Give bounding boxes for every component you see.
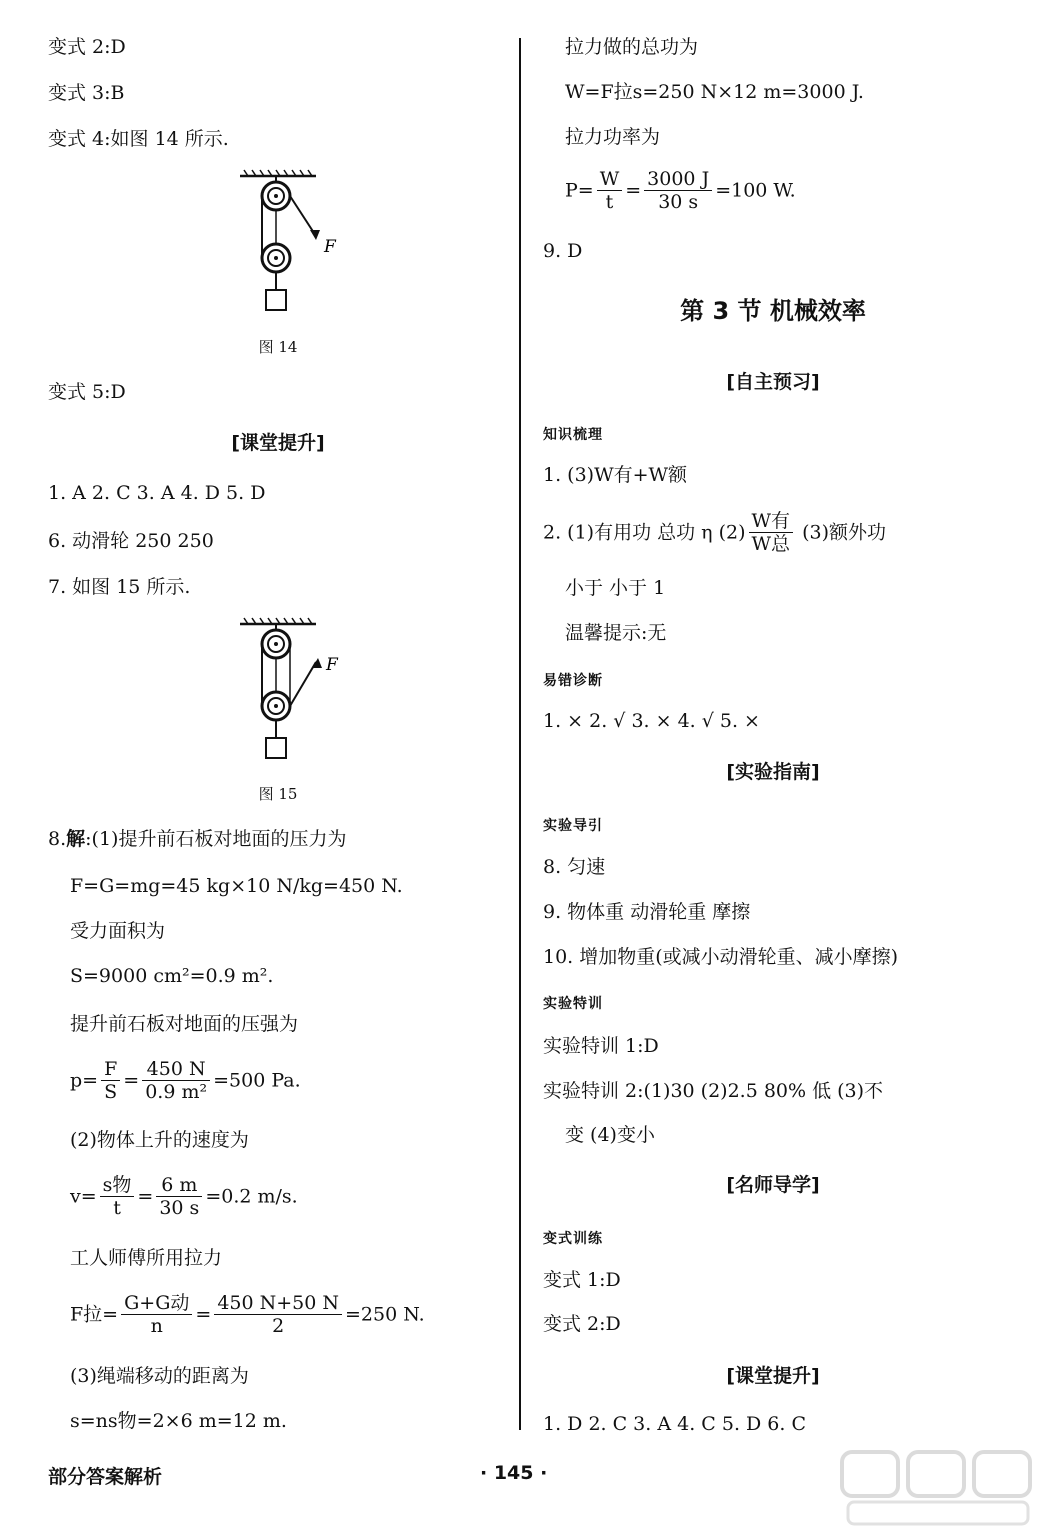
fraction: [142, 1058, 210, 1103]
answer-line: 8. 匀速: [543, 856, 606, 878]
fraction: [597, 168, 623, 213]
numerator: W: [597, 168, 623, 191]
watermark-logo: [838, 1446, 1048, 1530]
fraction: [100, 1174, 135, 1219]
efficiency-fraction: [749, 510, 794, 555]
answer-line: 变 (4)变小: [565, 1124, 655, 1146]
denominator: 30 s: [159, 1197, 200, 1219]
answer-line: 10. 增加物重(或减小动滑轮重、减小摩擦): [543, 946, 899, 968]
solution-line: [48, 826, 346, 852]
question-number: 8.: [48, 828, 67, 850]
answer-line: 9. D: [543, 240, 583, 262]
solution-label: 解: [66, 828, 86, 850]
subsection-heading: 实验特训: [543, 996, 603, 1012]
text-line: 拉力做的总功为: [565, 36, 699, 58]
denominator: 0.9 m²: [145, 1081, 208, 1103]
page-number: · 145 ·: [480, 1462, 548, 1484]
eq-part: =: [137, 1185, 154, 1208]
answer-line: 小于 小于 1: [565, 577, 666, 599]
equation-line: S=9000 cm²=0.9 m².: [70, 965, 274, 987]
column-divider: [519, 38, 521, 1430]
answer-line: 实验特训 2:(1)30 (2)2.5 80% 低 (3)不: [543, 1080, 884, 1102]
denominator: 2: [272, 1315, 285, 1337]
answer-line: 7. 如图 15 所示.: [48, 576, 191, 598]
force-equation: [48, 1292, 425, 1337]
denominator: t: [113, 1197, 121, 1219]
numerator: s物: [100, 1174, 135, 1197]
denominator: n: [150, 1315, 163, 1337]
eq-part: =100 W.: [715, 179, 796, 202]
eq-part: =: [123, 1069, 140, 1092]
figure-caption: 图 15: [258, 785, 298, 803]
power-equation: [543, 168, 796, 213]
answer-line: 6. 动滑轮 250 250: [48, 530, 214, 552]
text-line: 变式 2:D: [48, 36, 126, 58]
section-heading: [课堂提升]: [231, 432, 325, 454]
section-heading: [自主预习]: [726, 371, 820, 393]
pressure-equation: [48, 1058, 301, 1103]
answer-line: 1. (3)W有+W额: [543, 464, 688, 486]
text-line: 工人师傅所用拉力: [70, 1247, 223, 1269]
equation-line: W=F拉s=250 N×12 m=3000 J.: [565, 81, 864, 103]
fraction: [121, 1292, 192, 1337]
eq-part: =500 Pa.: [213, 1069, 301, 1092]
subsection-heading: 易错诊断: [543, 673, 603, 689]
solution-text: :(1)提升前石板对地面的压力为: [85, 828, 347, 850]
text-line: 变式 5:D: [48, 381, 126, 403]
numerator: 450 N: [142, 1058, 210, 1081]
equation-line: s=ns物=2×6 m=12 m.: [70, 1410, 287, 1432]
section-heading: [实验指南]: [726, 761, 820, 783]
text-line: 变式 3:B: [48, 82, 125, 104]
text-line: 提升前石板对地面的压强为: [70, 1013, 299, 1035]
answer-text: 2. (1)有用功 总功 η (2): [543, 521, 746, 544]
eq-part: p=: [70, 1069, 99, 1092]
speed-equation: [48, 1174, 298, 1219]
text-line: (2)物体上升的速度为: [70, 1129, 249, 1151]
footer-title: 部分答案解析: [48, 1466, 163, 1488]
tip-line: 温馨提示:无: [565, 622, 667, 644]
subsection-heading: 实验导引: [543, 818, 603, 834]
numerator: 450 N+50 N: [214, 1292, 342, 1315]
answer-line: 1. D 2. C 3. A 4. C 5. D 6. C: [543, 1413, 807, 1435]
eq-part: P=: [565, 179, 594, 202]
section-heading: [课堂提升]: [726, 1365, 820, 1387]
force-label: F: [324, 237, 336, 257]
answer-line: 实验特训 1:D: [543, 1035, 659, 1057]
denominator: 30 s: [658, 191, 699, 213]
subsection-heading: 知识梳理: [543, 427, 603, 443]
pulley-figure-15: [236, 616, 356, 776]
text-line: 受力面积为: [70, 920, 166, 942]
pulley-figure-14: [236, 168, 356, 328]
eq-part: =: [625, 179, 642, 202]
fraction: [214, 1292, 342, 1337]
section-heading: [名师导学]: [726, 1174, 820, 1196]
numerator: G+G动: [121, 1292, 192, 1315]
eq-part: =250 N.: [345, 1303, 425, 1326]
subsection-heading: 变式训练: [543, 1231, 603, 1247]
text-line: (3)绳端移动的距离为: [70, 1365, 249, 1387]
eq-part: =: [195, 1303, 212, 1326]
answer-line: 1. × 2. √ 3. × 4. √ 5. ×: [543, 710, 760, 732]
eq-part: =0.2 m/s.: [205, 1185, 298, 1208]
answer-line: 1. A 2. C 3. A 4. D 5. D: [48, 482, 266, 504]
text-line: 拉力功率为: [565, 126, 661, 148]
answer-line: [543, 510, 886, 555]
denominator: t: [605, 191, 614, 213]
fraction: [644, 168, 712, 213]
answer-line: 变式 1:D: [543, 1269, 621, 1291]
force-label: F: [326, 655, 338, 675]
eq-part: v=: [70, 1185, 97, 1208]
numerator: F: [101, 1058, 120, 1081]
section-title: 第 3 节 机械效率: [680, 297, 866, 325]
equation-line: F=G=mg=45 kg×10 N/kg=450 N.: [70, 875, 403, 897]
fraction: [101, 1058, 120, 1103]
denominator: W总: [751, 533, 791, 555]
text-line: 变式 4:如图 14 所示.: [48, 128, 229, 150]
numerator: 6 m: [156, 1174, 202, 1197]
answer-text: (3)额外功: [796, 521, 886, 544]
fraction: [156, 1174, 202, 1219]
numerator: 3000 J: [644, 168, 712, 191]
numerator: W有: [749, 510, 794, 533]
eq-part: F拉=: [70, 1303, 119, 1326]
answer-line: 变式 2:D: [543, 1313, 621, 1335]
figure-caption: 图 14: [258, 338, 298, 356]
denominator: S: [104, 1081, 118, 1103]
answer-line: 9. 物体重 动滑轮重 摩擦: [543, 901, 751, 923]
